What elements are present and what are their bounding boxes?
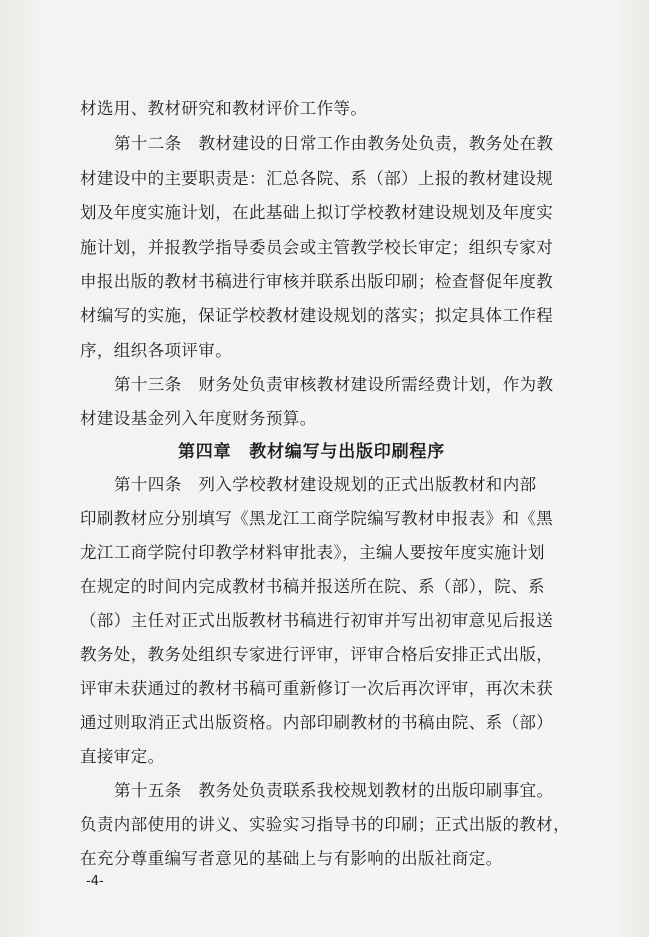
text-line: 材建设基金列入年度财务预算。: [80, 409, 317, 428]
text-line: 序，组织各项评审。: [80, 341, 233, 360]
text-line: 通过则取消正式出版资格。内部印刷教材的书稿由院、系（部）: [80, 713, 554, 732]
article-12-start: 第十二条 教材建设的日常工作由教务处负责，教务处在教: [114, 134, 554, 153]
text-line: 评审未获通过的教材书稿可重新修订一次后再次评审，再次未获: [80, 679, 554, 698]
text-line: 申报出版的教材书稿进行审核并联系出版印刷；检查督促年度教: [80, 272, 554, 291]
article-15-start: 第十五条 教务处负责联系我校规划教材的出版印刷事宜。: [114, 781, 554, 800]
text-line: 教务处，教务处组织专家进行评审，评审合格后安排正式出版，: [80, 645, 554, 664]
text-line: 在充分尊重编写者意见的基础上与有影响的出版社商定。: [80, 849, 503, 868]
article-14-start: 第十四条 列入学校教材建设规划的正式出版教材和内部: [114, 475, 537, 494]
chapter-heading: 第四章 教材编写与出版印刷程序: [178, 442, 445, 462]
text-line: （部）主任对正式出版教材书稿进行初审并写出初审意见后报送: [80, 611, 554, 630]
text-line: 施计划，并报教学指导委员会或主管教学校长审定；组织专家对: [80, 238, 554, 257]
text-line: 材编写的实施，保证学校教材建设规划的落实；拟定具体工作程: [80, 306, 554, 325]
text-line: 在规定的时间内完成教材书稿并报送所在院、系（部），院、系: [80, 577, 545, 596]
text-line: 印刷教材应分别填写《黑龙江工商学院编写教材申报表》和《黑: [80, 509, 554, 528]
text-line: 龙江工商学院付印教学材料审批表》，主编人要按年度实施计划: [80, 543, 545, 562]
text-line: 材建设中的主要职责是：汇总各院、系（部）上报的教材建设规: [80, 169, 554, 188]
article-13-start: 第十三条 财务处负责审核教材建设所需经费计划，作为教: [114, 375, 554, 394]
page-number: -4-: [86, 874, 104, 889]
text-line: 材选用、教材研究和教材评价工作等。: [80, 99, 368, 118]
text-line: 划及年度实施计划，在此基础上拟订学校教材建设规划及年度实: [80, 203, 554, 222]
text-line: 直接审定。: [80, 747, 165, 766]
text-line: 负责内部使用的讲义、实验实习指导书的印刷；正式出版的教材，: [80, 815, 571, 834]
